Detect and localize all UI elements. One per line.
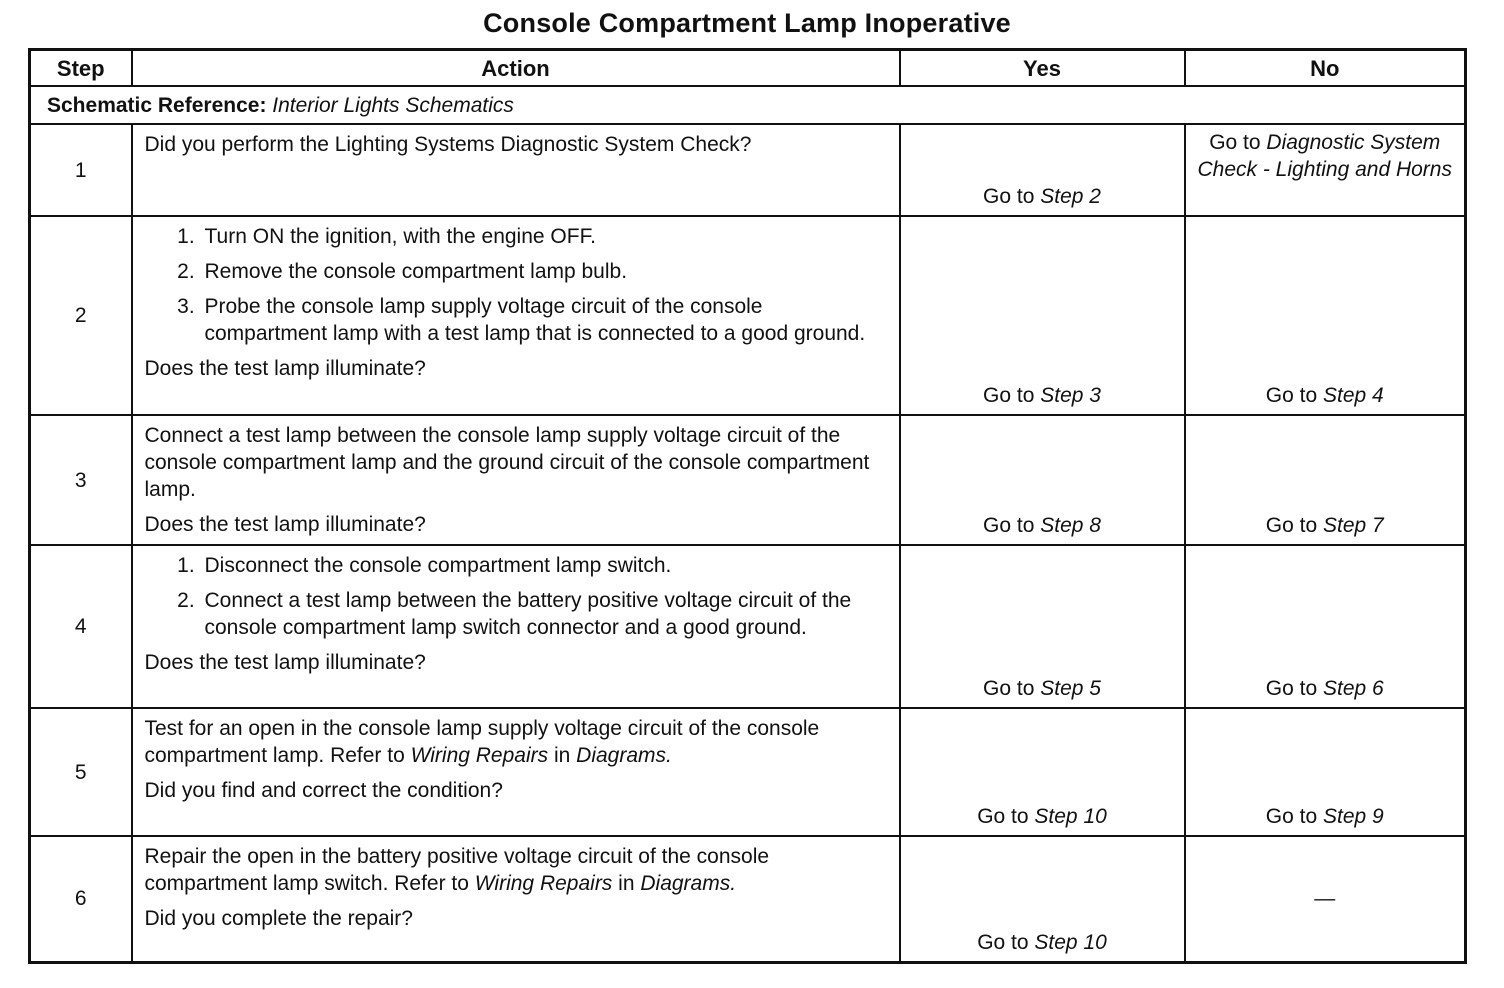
yes-target-link[interactable]: Step 8 — [1040, 514, 1101, 537]
no-cell — [1185, 216, 1466, 415]
step-row-6 — [30, 836, 1466, 962]
header-yes: Yes — [900, 50, 1185, 87]
step-question: Does the test lamp illuminate? — [144, 513, 426, 536]
step-question: Did you complete the repair? — [144, 907, 413, 930]
step-number: 2 — [30, 216, 132, 415]
instruction-text: Test for an open in the console lamp supply voltage circuit of the console compartment lamp. Refer to — [144, 717, 820, 767]
substep-list — [145, 552, 885, 641]
go-to-label: Go to — [1265, 805, 1318, 828]
go-to-label: Go to — [1265, 384, 1318, 407]
substep-item: 3. Probe the console lamp supply voltage circuit of the console compartment lamp with a test lamp that is connected to a good ground. — [201, 293, 885, 347]
yes-target-link[interactable]: Step 10 — [1034, 930, 1107, 954]
step-row-3 — [30, 415, 1466, 545]
step-instruction: Connect a test lamp between the console lamp supply voltage circuit of the console compartment lamp and the ground circuit of the console compartment lamp. — [144, 424, 870, 501]
yes-cell — [900, 545, 1185, 708]
no-target-link[interactable]: Step 4 — [1323, 384, 1384, 407]
no-cell — [1185, 836, 1466, 962]
go-to-label: Go to — [977, 930, 1029, 954]
substep-item: 2. Remove the console compartment lamp bulb. — [201, 258, 885, 285]
header-row — [30, 50, 1466, 87]
go-to-label: Go to — [983, 677, 1035, 700]
step-number: 5 — [30, 708, 132, 836]
step-number: 1 — [30, 124, 132, 216]
no-target-link[interactable]: Step 9 — [1323, 805, 1384, 828]
no-dash: — — [1314, 887, 1336, 911]
yes-target-link[interactable]: Step 5 — [1040, 677, 1101, 700]
step-number: 3 — [30, 415, 132, 545]
diagrams-link[interactable]: Diagrams. — [576, 744, 672, 767]
instruction-text: Repair the open in the battery positive voltage circuit of the console compartment lamp switch. Refer to — [144, 845, 770, 895]
no-cell — [1185, 708, 1466, 836]
ref-in-text: in — [553, 744, 571, 767]
header-action: Action — [132, 50, 900, 87]
action-cell — [132, 124, 900, 216]
yes-cell — [900, 708, 1185, 836]
yes-target-link[interactable]: Step 10 — [1034, 805, 1107, 828]
schematic-reference-link[interactable]: Interior Lights Schematics — [272, 93, 514, 117]
no-target-link[interactable]: Diagnostic System Check - Lighting and Horns — [1197, 131, 1452, 181]
action-cell — [132, 836, 900, 962]
document-title: Console Compartment Lamp Inoperative — [483, 8, 1011, 38]
wiring-repairs-link[interactable]: Wiring Repairs — [410, 744, 549, 767]
go-to-label: Go to — [1265, 677, 1318, 700]
step-question: Does the test lamp illuminate? — [144, 651, 426, 674]
step-number: 6 — [30, 836, 132, 962]
substep-list — [145, 223, 885, 347]
go-to-label: Go to — [1265, 514, 1318, 537]
yes-cell — [900, 124, 1185, 216]
step-question: Did you perform the Lighting Systems Diagnostic System Check? — [144, 133, 752, 156]
step-number: 4 — [30, 545, 132, 708]
yes-target-link[interactable]: Step 2 — [1040, 185, 1101, 208]
no-target-link[interactable]: Step 7 — [1323, 514, 1384, 537]
yes-target-link[interactable]: Step 3 — [1040, 384, 1101, 407]
step-row-4 — [30, 545, 1466, 708]
yes-cell — [900, 415, 1185, 545]
step-row-5 — [30, 708, 1466, 836]
yes-cell — [900, 216, 1185, 415]
wiring-repairs-link[interactable]: Wiring Repairs — [474, 872, 613, 895]
step-row-1 — [30, 124, 1466, 216]
go-to-label: Go to — [1209, 131, 1261, 154]
schematic-reference-label: Schematic Reference: — [47, 93, 267, 117]
no-cell — [1185, 545, 1466, 708]
action-cell — [132, 216, 900, 415]
substep-item: 1. Turn ON the ignition, with the engine OFF. — [201, 223, 885, 250]
step-question: Did you find and correct the condition? — [144, 779, 503, 802]
schematic-reference-row — [30, 86, 1466, 124]
go-to-label: Go to — [983, 185, 1035, 208]
go-to-label: Go to — [983, 514, 1035, 537]
diagrams-link[interactable]: Diagrams. — [640, 872, 737, 895]
step-row-2 — [30, 216, 1466, 415]
step-instruction — [145, 715, 885, 769]
action-cell — [132, 708, 900, 836]
action-cell — [132, 415, 900, 545]
substep-item: 2. Connect a test lamp between the battery positive voltage circuit of the console compartment lamp switch connector and a good ground. — [201, 587, 885, 641]
schematic-reference — [30, 86, 1466, 124]
diagnostic-table — [28, 48, 1467, 964]
no-cell — [1185, 124, 1466, 216]
ref-in-text: in — [618, 872, 635, 895]
yes-cell — [900, 836, 1185, 962]
header-step: Step — [30, 50, 132, 87]
go-to-label: Go to — [977, 805, 1029, 828]
header-no: No — [1185, 50, 1466, 87]
no-target-link[interactable]: Step 6 — [1323, 677, 1384, 700]
step-instruction — [145, 843, 885, 897]
substep-item: 1. Disconnect the console compartment lamp switch. — [201, 552, 885, 579]
step-question: Does the test lamp illuminate? — [144, 357, 426, 380]
go-to-label: Go to — [983, 384, 1035, 407]
action-cell — [132, 545, 900, 708]
no-cell — [1185, 415, 1466, 545]
